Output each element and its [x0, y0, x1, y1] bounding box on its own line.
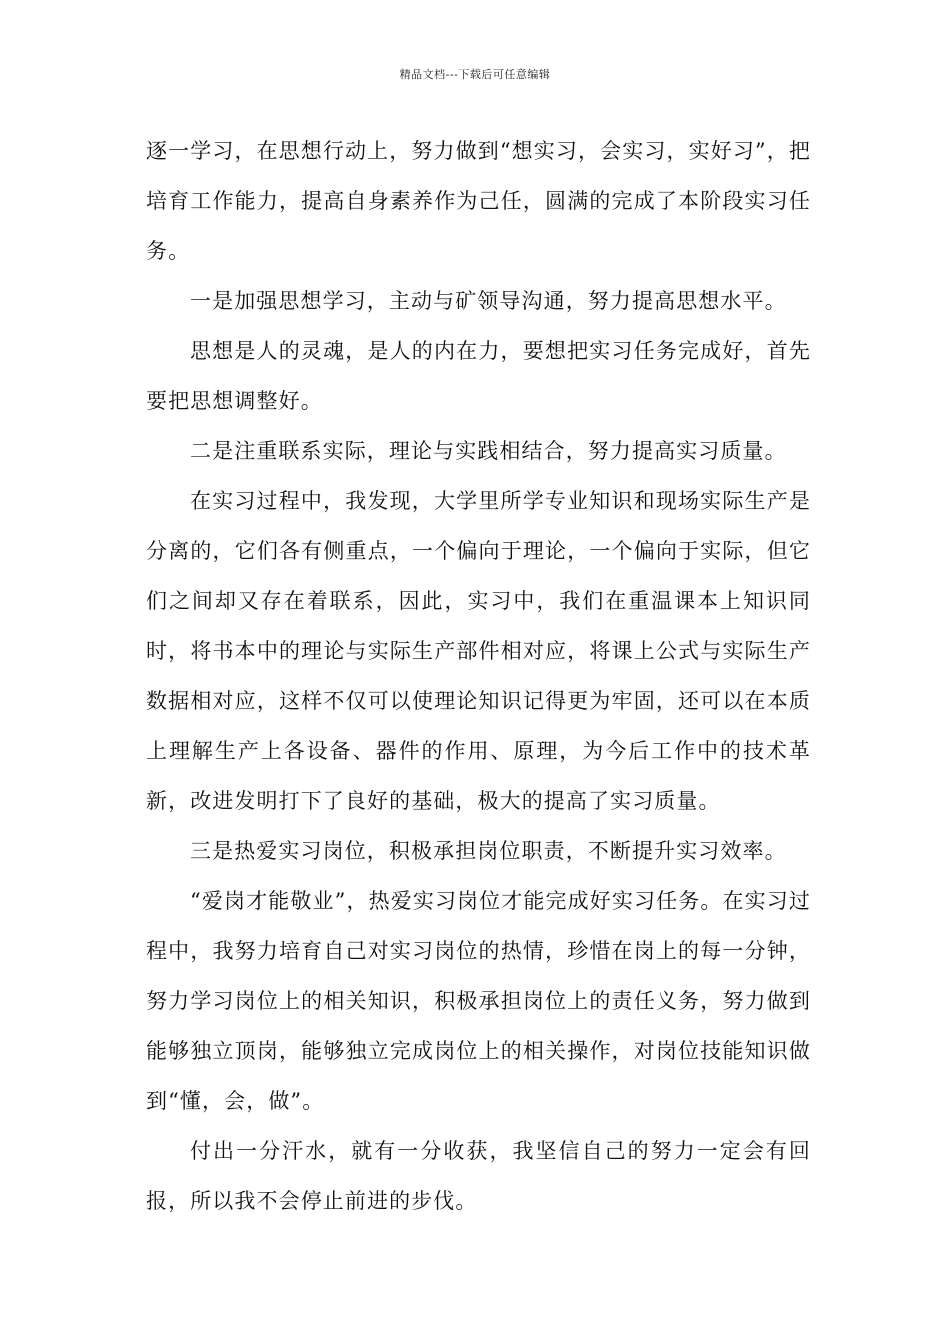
paragraph-point-two: 二是注重联系实际，理论与实践相结合，努力提高实习质量。 — [190, 439, 787, 463]
paragraph-closing: 付出一分汗水，就有一分收获，我坚信自己的努力一定会有回报，所以我不会停止前进的步伐。 — [146, 1139, 811, 1213]
paragraph: 在实习过程中，我发现，大学里所学专业知识和现场实际生产是分离的，它们各有侧重点，一个偏向于理论，一个偏向于实际，但它们之间却又存在着联系，因此，实习中，我们在重温课本上知识同时，将书本中的理论与实际生产部件相对应，将课上公式与实际生产数据相对应，这样不仅可以使理论知识记得更为牢固，还可以在本质上理解生产上各设备、器件的作用、原理，为今后工作中的技术革新，改进发明打下了良好的基础，极大的提高了实习质量。 — [146, 489, 811, 813]
document-body — [146, 126, 811, 1226]
paragraph-point-three: 三是热爱实习岗位，积极承担岗位职责，不断提升实习效率。 — [190, 839, 787, 863]
paragraph-continuation: 逐一学习，在思想行动上，努力做到“想实习，会实习，实好习”，把培育工作能力，提高自身素养作为己任，圆满的完成了本阶段实习任务。 — [146, 139, 811, 263]
paragraph: “爱岗才能敬业”，热爱实习岗位才能完成好实习任务。在实习过程中，我努力培育自己对实习岗位的热情，珍惜在岗上的每一分钟，努力学习岗位上的相关知识，积极承担岗位上的责任义务，努力做到能够独立顶岗，能够独立完成岗位上的相关操作，对岗位技能知识做到“懂，会，做”。 — [146, 889, 811, 1113]
page-header: 精品文档---下载后可任意编辑 — [399, 68, 551, 81]
paragraph: 思想是人的灵魂，是人的内在力，要想把实习任务完成好，首先要把思想调整好。 — [146, 339, 811, 413]
paragraph-point-one: 一是加强思想学习，主动与矿领导沟通，努力提高思想水平。 — [190, 289, 787, 313]
